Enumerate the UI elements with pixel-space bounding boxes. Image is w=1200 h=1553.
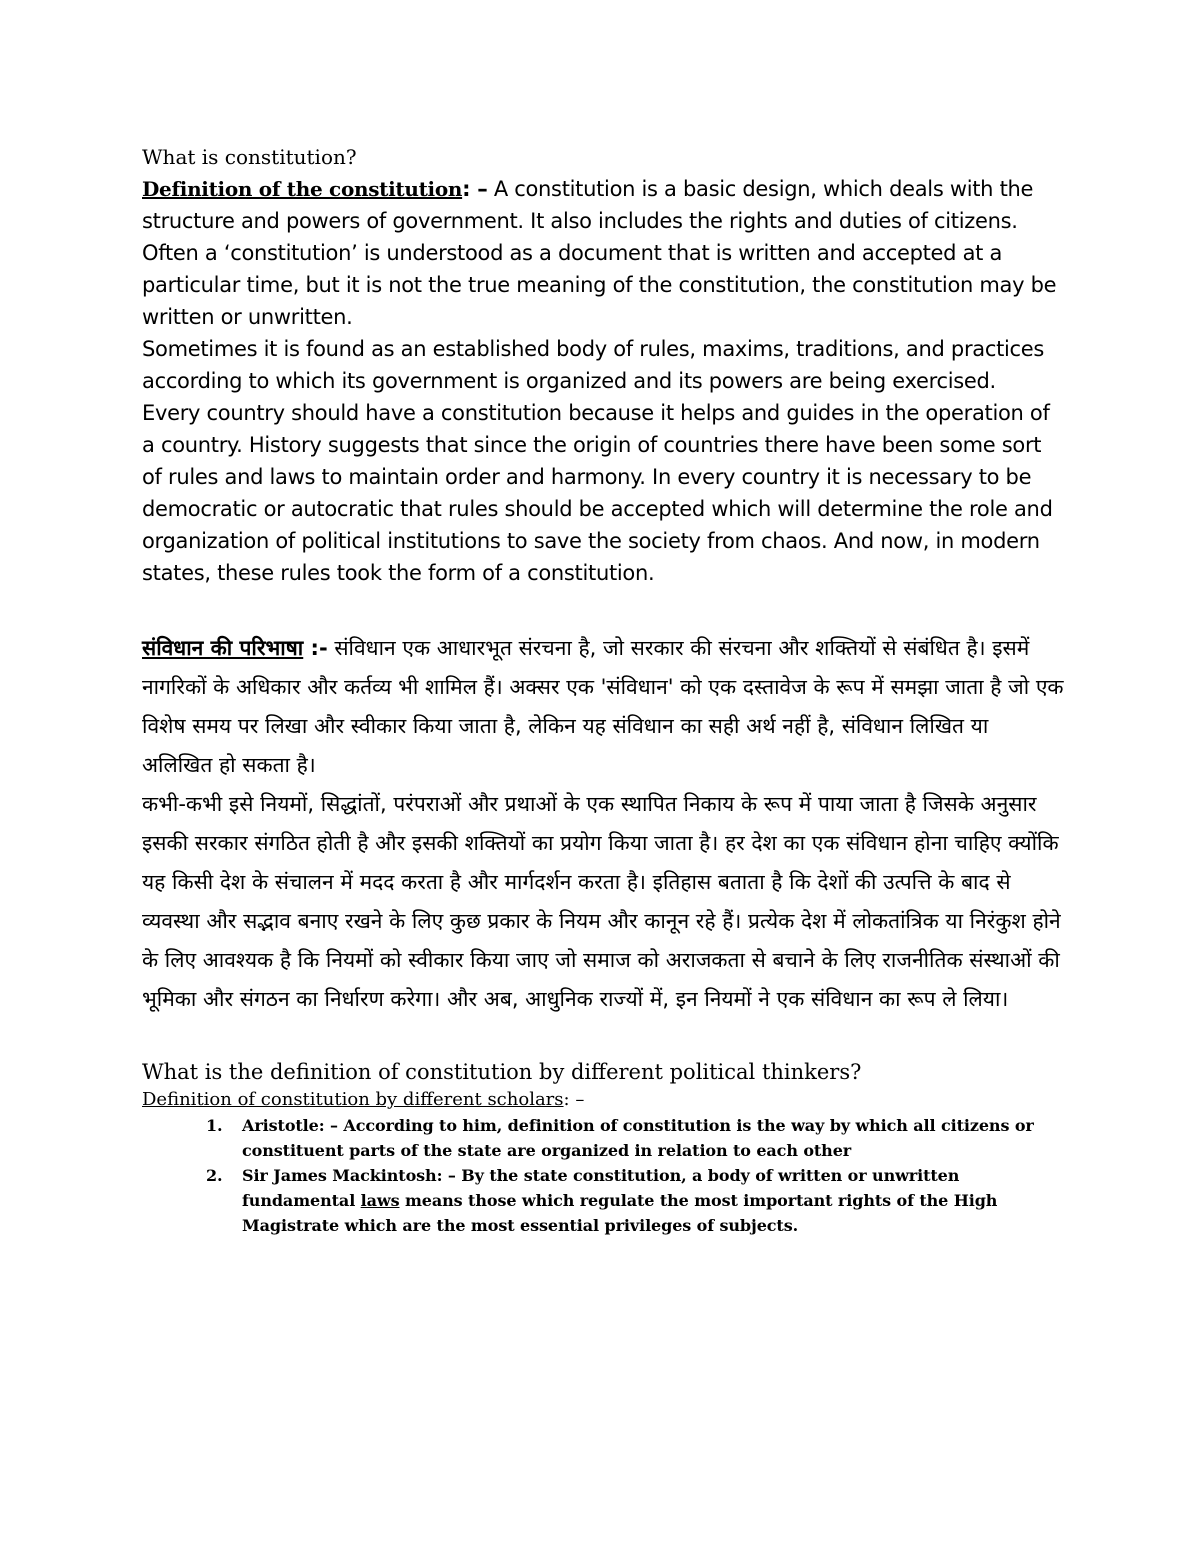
page-title: What is constitution? (142, 145, 357, 169)
english-paragraph-3: Every country should have a constitution because it helps and guides in the operation of a country. History suggests that since the origin of countries there have been some sort of rules and laws to maintain order and harmony. In every country it is necessary to be democratic or autocratic that rules should be accepted which will determine the role and organization of political institutions to save the society from chaos. And now, in modern states, these rules took the form of a constitution. (142, 401, 1053, 585)
thinkers-section (142, 1057, 1064, 1238)
list-item-text-before: Sir James Mackintosh: – By the state constitution, a body of written or unwritten fundamental (242, 1166, 960, 1210)
list-item-text-after: means those which regulate the most important rights of the High Magistrate which are the most essential privileges of subjects. (242, 1191, 998, 1235)
list-item (142, 1113, 1064, 1163)
document-page (142, 141, 1064, 1238)
hindi-definition-separator: :- (303, 636, 328, 660)
thinkers-heading: What is the definition of constitution by different political thinkers? (142, 1060, 862, 1084)
english-definition-text: A constitution is a basic design, which deals with the structure and powers of government. It also includes the rights and duties of citizens. Often a ‘constitution’ is understood as a document that is written and accepted at a particular time, but it is not the true meaning of the constitution, the constitution may be written or unwritten. (142, 177, 1057, 329)
list-item-number: 2. (206, 1166, 223, 1185)
thinkers-list (142, 1113, 1064, 1238)
scholars-subheading-separator: : – (563, 1089, 585, 1110)
laws-link[interactable]: laws (360, 1191, 400, 1210)
list-item-text: Aristotle: – According to him, definition of constitution is the way by which all citizens or constituent parts of the state are organized in relation to each other (242, 1116, 1034, 1160)
hindi-definition-section (142, 629, 1064, 1019)
english-definition-label: Definition of the constitution (142, 177, 463, 201)
english-definition-paragraph (142, 173, 1064, 333)
hindi-paragraph-2: कभी-कभी इसे नियमों, सिद्धांतों, परंपराओं और प्रथाओं के एक स्थापित निकाय के रूप में पाया जाता है जिसके अनुसार इसकी सरकार संगठित होती है और इसकी शक्तियों का प्रयोग किया जाता है। हर देश का एक संविधान होना चाहिए क्योंकि यह किसी देश के संचालन में मदद करता है और मार्गदर्शन करता है। इतिहास बताता है कि देशों की उत्पत्ति के बाद से व्यवस्था और सद्भाव बनाए रखने के लिए कुछ प्रकार के नियम और कानून रहे हैं। प्रत्येक देश में लोकतांत्रिक या निरंकुश होने के लिए आवश्यक है कि नियमों को स्वीकार किया जाए जो समाज को अराजकता से बचाने के लिए राजनीतिक संस्थाओं की भूमिका और संगठन का निर्धारण करेगा। और अब, आधुनिक राज्यों में, इन नियमों ने एक संविधान का रूप ले लिया। (142, 792, 1061, 1011)
list-item (142, 1163, 1064, 1238)
hindi-definition-text: संविधान एक आधारभूत संरचना है, जो सरकार की संरचना और शक्तियों से संबंधित है। इसमें नागरिकों के अधिकार और कर्तव्य भी शामिल हैं। अक्सर एक 'संविधान' को एक दस्तावेज के रूप में समझा जाता है जो एक विशेष समय पर लिखा और स्वीकार किया जाता है, लेकिन यह संविधान का सही अर्थ नहीं है, संविधान लिखित या अलिखित हो सकता है। (142, 636, 1064, 777)
english-definition-section (142, 173, 1064, 589)
list-item-number: 1. (206, 1116, 223, 1135)
hindi-definition-label: संविधान की परिभाषा (142, 636, 304, 660)
scholars-subheading (142, 1087, 1064, 1113)
scholars-subheading-label: Definition of constitution by different scholars (142, 1089, 564, 1110)
hindi-definition-paragraph (142, 629, 1064, 785)
english-definition-separator: : – (462, 177, 488, 201)
english-paragraph-2: Sometimes it is found as an established body of rules, maxims, traditions, and practices according to which its government is organized and its powers are being exercised. (142, 337, 1045, 393)
